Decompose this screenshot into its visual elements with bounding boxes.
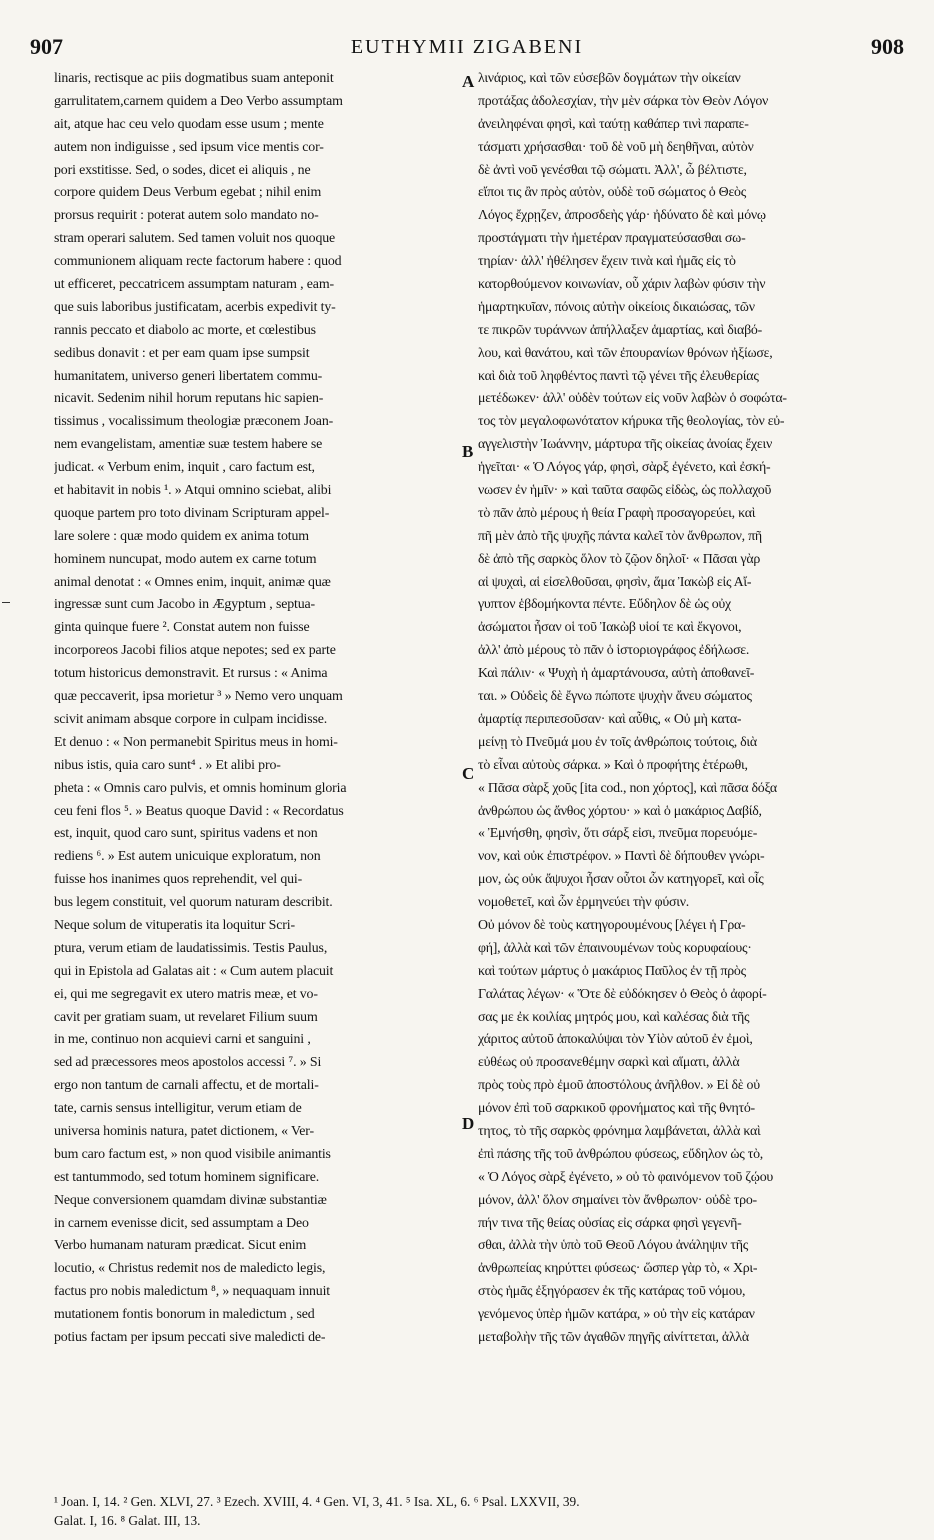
latin-text-line: bum caro factum est, » non quod visibile animantis <box>54 1146 331 1162</box>
latin-text-line: judicat. « Verbum enim, inquit , caro factum est, <box>54 460 315 476</box>
latin-text-line: ait, atque hac ceu velo quodam esse usum ; mente <box>54 116 324 132</box>
greek-text-line: ται. » Οὐδεὶς δὲ ἔγνω πώποτε ψυχὴν ἄνευ σώματος <box>478 689 752 705</box>
greek-text-line: καὶ τούτων μάρτυς ὁ μακάριος Παῦλος ἐν τῇ πρὸς <box>478 963 746 979</box>
greek-text-line: σας με ἐκ κοιλίας μητρός μου, καὶ καλέσας διὰ τῆς <box>478 1009 750 1025</box>
running-title: EUTHYMII ZIGABENI <box>350 36 584 58</box>
greek-text-line: ἀνειληφέναι φησὶ, καὶ ταύτῃ καθάπερ τινὶ παραπε- <box>478 116 749 132</box>
greek-text-line: νον, καὶ οὐκ ἐπιστρέφον. » Παντὶ δὲ δήπουθεν γνώρι- <box>478 849 765 865</box>
greek-text-line: πήν τινα τῆς θείας οὐσίας εἰς σάρκα φησὶ γεγενῆ- <box>478 1215 742 1231</box>
greek-text-line: ἁμαρτίᾳ περιπεσοῦσαν· καὶ αὖθις, « Οὐ μὴ κατα- <box>478 711 742 727</box>
greek-text-line: χάριτος αὐτοῦ ἀποκαλύψαι τὸν Υἱὸν αὐτοῦ ἐν ἐμοὶ, <box>478 1032 753 1048</box>
greek-text-line: μεταβολὴν τῆς τῶν ἀγαθῶν πηγῆς αἰνίττεται, ἀλλὰ <box>478 1329 749 1345</box>
latin-text-line: potius factam per ipsum peccati sive maledicti de- <box>54 1329 326 1345</box>
footnotes <box>54 1493 894 1530</box>
greek-text-line: δὲ ἀπὸ τῆς σαρκὸς ὅλον τὸ ζῷον δηλοῖ· « Πᾶσαι γὰρ <box>478 551 761 567</box>
greek-text-line: τητος, τὸ τῆς σαρκὸς φρόνημα λαμβάνεται, ἀλλὰ καὶ <box>478 1123 761 1139</box>
greek-text-line: τάσματι χρήσασθαι· τοῦ δὲ νοῦ μὴ δεηθῆναι, αὐτὸν <box>478 139 754 155</box>
latin-text-line: universa hominis natura, patet dictionem, « Ver- <box>54 1123 314 1139</box>
latin-text-line: mutationem fontis bonorum in maledictum , sed <box>54 1307 315 1323</box>
greek-text-line: τε πικρῶν τυράννων ἀπήλλαξεν ἁμαρτίας, καὶ διαβό- <box>478 322 762 338</box>
latin-text-line: scivit animam absque corpore in culpam incidisse. <box>54 711 328 727</box>
latin-text-line: communionem aliquam recte factorum habere : quod <box>54 254 342 270</box>
greek-text-line: ἡγεῖται· « Ὁ Λόγος γάρ, φησὶ, σὰρξ ἐγένετο, καὶ ἐσκή- <box>478 460 771 476</box>
latin-text-line: Neque solum de vituperatis ita loquitur Scri- <box>54 917 295 933</box>
latin-text-line: nem evangelistam, amentiæ suæ testem habere se <box>54 437 323 453</box>
latin-text-line: tissimus , vocalissimum theologiæ præconem Joan- <box>54 414 334 430</box>
greek-text-line: Οὐ μόνον δὲ τοὺς κατηγορουμένους [λέγει ἡ Γρα- <box>478 917 746 933</box>
section-marker-a: A <box>462 72 475 91</box>
greek-text-line: Γαλάτας λέγων· « Ὅτε δὲ εὐδόκησεν ὁ Θεὸς ὁ ἀφορί- <box>478 986 767 1002</box>
greek-text-line: μόνον ἐπὶ τοῦ σαρκικοῦ φρονήματος καὶ τῆς θνητό- <box>478 1101 755 1117</box>
latin-text-line: cavit per gratiam suam, ut revelaret Filium suum <box>54 1009 318 1025</box>
latin-text-line: hominem nuncupat, modo autem ex carne totum <box>54 551 317 567</box>
latin-text-line: ergo non tantum de carnali affectu, et de mortali- <box>54 1078 319 1094</box>
page-number-left: 907 <box>30 34 63 59</box>
greek-text-line: τηρίαν· ἀλλ' ἠθέλησεν ἔχειν τινὰ καὶ ἡμᾶς εἰς τὸ <box>478 254 736 270</box>
greek-column <box>478 68 896 1350</box>
greek-text-line: Καὶ πάλιν· « Ψυχὴ ἡ ἁμαρτάνουσα, αὐτὴ ἀποθανεῖ- <box>478 666 755 682</box>
greek-text-line: εἴποι τις ἂν πρὸς αὐτὸν, οὐδὲ τοῦ σώματος ὁ Θεὸς <box>478 185 746 201</box>
footnote-line: Galat. I, 16. ⁸ Galat. III, 13. <box>54 1512 201 1528</box>
latin-text-line: quoque partem pro toto divinam Scripturam appel- <box>54 505 330 521</box>
latin-text-line: pheta : « Omnis caro pulvis, et omnis hominum gloria <box>54 780 347 796</box>
greek-text-line: προτάξας ἀδολεσχίαν, τὴν μὲν σάρκα τὸν Θεὸν Λόγον <box>478 93 769 109</box>
latin-text-line: sed ad præcessores meos apostolos accessi ⁷. » Si <box>54 1055 322 1071</box>
section-marker-c: C <box>462 764 475 783</box>
greek-text-line: τος τὸν μεγαλοφωνότατον κήρυκα τῆς θεολογίας, τὸν εὐ- <box>478 414 785 430</box>
latin-text-line: ingressæ sunt cum Jacobo in Ægyptum , septua- <box>54 597 316 613</box>
latin-text-line: tate, carnis sensus intelligitur, verum etiam de <box>54 1101 302 1117</box>
latin-text-line: pori exstitisse. Sed, o sodes, dicet ei aliquis , ne <box>54 162 311 178</box>
greek-text-line: γυπτον ἑβδομήκοντα πέντε. Εὔδηλον δὲ ὡς οὐχ <box>478 597 731 613</box>
latin-text-line: garrulitatem,carnem quidem a Deo Verbo assumptam <box>54 93 343 109</box>
latin-text-line: nibus istis, quia caro sunt⁴ . » Et alibi pro- <box>54 757 281 773</box>
latin-text-line: animal denotat : « Omnes enim, inquit, animæ quæ <box>54 574 331 590</box>
latin-text-line: autem non indiguisse , sed ipsum vice mentis cor- <box>54 139 324 155</box>
latin-text-line: Verbo humanam naturam prædicat. Sicut enim <box>54 1238 307 1254</box>
greek-text-line: στὸς ἡμᾶς ἐξηγόρασεν ἐκ τῆς κατάρας τοῦ νόμου, <box>478 1284 746 1300</box>
greek-text-line: ἀνθρωπείας κηρύττει φύσεως· ὥσπερ γὰρ τὸ, « Χρι- <box>478 1261 758 1277</box>
margin-rule <box>2 602 10 603</box>
latin-text-line: rediens ⁶. » Est autem unicuique exploratum, non <box>54 849 321 865</box>
latin-text-line: et habitavit in nobis ¹. » Atqui omnino sciebat, alibi <box>54 483 332 499</box>
greek-text-line: ἡμαρτηκυῖαν, πόνοις αὐτὴν οἰκείοις δικαιώσας, τῶν <box>478 299 755 315</box>
latin-text-line: linaris, rectisque ac piis dogmatibus suam anteponit <box>54 71 334 86</box>
latin-text-line: factus pro nobis maledictum ⁸, » nequaquam innuit <box>54 1284 331 1300</box>
footnote-line: ¹ Joan. I, 14. ² Gen. XLVI, 27. ³ Ezech. XVIII, 4. ⁴ Gen. VI, 3, 41. ⁵ Isa. XL, 6. ⁶ Psal. LXXVII, 39. <box>54 1494 580 1509</box>
latin-text-line: Neque conversionem quamdam divinæ substantiæ <box>54 1192 327 1208</box>
greek-text-line: δὲ ἀντὶ νοῦ γενέσθαι τῷ σώματι. Ἀλλ', ὦ βέλτιστε, <box>478 162 747 178</box>
greek-text-line: σθαι, ἀλλὰ τὴν ὑπὸ τοῦ Θεοῦ Λόγου ἀνάληψιν τῆς <box>478 1238 748 1254</box>
greek-text-line: γενόμενος ὑπὲρ ἡμῶν κατάρα, » οὐ τὴν εἰς κατάραν <box>478 1307 755 1323</box>
greek-text-line: « Ἐμνήσθη, φησὶν, ὅτι σάρξ εἰσι, πνεῦμα πορευόμε- <box>478 826 758 842</box>
latin-text-line: stram operari salutem. Sed tamen voluit nos quoque <box>54 231 336 247</box>
latin-text-line: ginta quinque fuere ². Constat autem non fuisse <box>54 620 310 636</box>
latin-text-line: ceu feni flos ⁵. » Beatus quoque David : « Recordatus <box>54 803 344 819</box>
greek-text-line: ἀσώματοι ἦσαν οἱ τοῦ Ἰακὼβ υἱοί τε καὶ ἔκγονοι, <box>478 620 742 636</box>
greek-text-line: μετέδωκεν· ἀλλ' οὐδὲν τούτων εἰς νοῦν λαβὼν ὁ σοφώτα- <box>478 391 787 407</box>
latin-text-line: locutio, « Christus redemit nos de maledicto legis, <box>54 1261 326 1277</box>
latin-text-line: ut efficeret, peccatricem assumptam naturam , eam- <box>54 277 334 293</box>
greek-text-line: πρὸς τοὺς πρὸ ἐμοῦ ἀποστόλους ἀνῆλθον. » Εἰ δὲ οὐ <box>478 1078 760 1094</box>
greek-text-line: ἀνθρώπου ὡς ἄνθος χόρτου· » καὶ ὁ μακάριος Δαβίδ, <box>478 803 762 819</box>
greek-text-line: λου, καὶ θανάτου, καὶ τῶν ἐπουρανίων θρόνων ἠξίωσε, <box>478 345 773 361</box>
greek-text-line: αγγελιστὴν Ἰωάννην, μάρτυρα τῆς οἰκείας ἀνοίας ἔχειν <box>478 437 773 453</box>
greek-text-line: φή], ἀλλὰ καὶ τῶν ἐπαινουμένων τοὺς κορυφαίους· <box>478 940 752 956</box>
latin-text-line: rannis peccato et diabolo ac morte, et cœlestibus <box>54 322 316 338</box>
greek-text-line: τὸ εἶναι αὐτοὺς σάρκα. » Καὶ ὁ προφήτης ἑτέρωθι, <box>478 757 748 773</box>
running-header <box>0 24 934 64</box>
latin-text-line: corpore quidem Deus Verbum egebat ; nihil enim <box>54 185 322 201</box>
latin-text-line: nicavit. Sedenim nihil horum reputans hic sapien- <box>54 391 324 407</box>
greek-text-line: « Πᾶσα σὰρξ χοῦς [ita cod., non χόρτος], καὶ πᾶσα δόξα <box>478 780 777 796</box>
greek-text-line: προστάγματι τὴν ἡμετέραν πραγματεύσασθαι σω- <box>478 231 746 247</box>
latin-text-line: qui in Epistola ad Galatas ait : « Cum autem placuit <box>54 963 334 979</box>
greek-text-line: ἀλλ' ἀπὸ μέρους τὸ πᾶν ὁ ἱστοριογράφος ἐδήλωσε. <box>478 643 750 659</box>
greek-text-line: μείνῃ τὸ Πνεῦμά μου ἐν τοῖς ἀνθρώποις τούτοις, διὰ <box>478 734 757 750</box>
latin-text-line: lare solere : quæ modo quidem ex anima totum <box>54 528 309 544</box>
latin-text-line: in me, continuo non acquievi carni et sanguini , <box>54 1032 311 1048</box>
greek-text-line: τὸ πᾶν ἀπὸ μέρους ἡ θεία Γραφὴ προσαγορεύει, καὶ <box>478 505 756 521</box>
page-number-right: 908 <box>871 34 904 59</box>
latin-text-line: incorporeos Jacobi filios atque nepotes; sed ex parte <box>54 643 336 659</box>
greek-text-line: μον, ὡς οὐκ ἄψυχοι ἦσαν οὗτοι ὧν κατηγορεῖ, καὶ οἷς <box>478 872 764 888</box>
latin-text-line: quæ peccaverit, ipsa morietur ³ » Nemo vero unquam <box>54 689 343 705</box>
latin-text-line: bus legem constituit, vel quorum naturam describit. <box>54 895 333 911</box>
greek-text-line: αἱ ψυχαὶ, αἱ εἰσελθοῦσαι, φησὶν, ἅμα Ἰακὼβ εἰς Αἴ- <box>478 574 752 590</box>
greek-text-line: νωσεν ἐν ἡμῖν· » καὶ ταῦτα σαφῶς εἰδὼς, ὡς πολλαχοῦ <box>478 483 772 499</box>
section-marker-d: D <box>462 1114 475 1133</box>
greek-text-line: καὶ διὰ τοῦ ληφθέντος παντὶ τῷ γένει τῆς ἐλευθερίας <box>478 368 759 384</box>
greek-text-line: Λόγος ἔχρῃζεν, ἀπροσδεὴς γάρ· ἠδύνατο δὲ καὶ μόνῳ <box>478 208 766 224</box>
greek-text-line: μόνον, ἀλλ' ὅλον σημαίνει τὸν ἄνθρωπον· οὐδὲ τρο- <box>478 1192 757 1208</box>
greek-text-line: πῆ μὲν ἀπὸ τῆς ψυχῆς πάντα καλεῖ τὸν ἄνθρωπον, πῆ <box>478 528 762 544</box>
greek-text-line: κατορθούμενον κοινωνίαν, οὗ χάριν λαβὼν φύσιν τὴν <box>478 277 766 293</box>
latin-text-line: sedibus donavit : et per eam quam ipse sumpsit <box>54 345 310 361</box>
greek-text-line: εὐθέως οὐ προσανεθέμην σαρκὶ καὶ αἵματι, ἀλλὰ <box>478 1055 740 1071</box>
section-marker-b: B <box>462 442 474 461</box>
latin-text-line: est, inquit, quod caro sunt, spiritus vadens et non <box>54 826 318 842</box>
greek-text-line: « Ὁ Λόγος σὰρξ ἐγένετο, » οὐ τὸ φαινόμενον τοῦ ζῴου <box>478 1169 774 1185</box>
greek-text-line: λινάριος, καὶ τῶν εὐσεβῶν δογμάτων τὴν οἰκείαν <box>478 71 741 86</box>
latin-text-line: ei, qui me segregavit ex utero matris meæ, et vo- <box>54 986 318 1002</box>
latin-column <box>54 68 457 1350</box>
greek-text-line: νομοθετεῖ, καὶ ὧν ἑρμηνεύει τὴν φύσιν. <box>478 895 689 911</box>
latin-text-line: humanitatem, universo generi libertatem commu- <box>54 368 323 384</box>
latin-text-line: est tantummodo, sed totum hominem significare. <box>54 1169 320 1185</box>
latin-text-line: in carnem evenisse dicit, sed assumptam a Deo <box>54 1215 309 1231</box>
latin-text-line: Et denuo : « Non permanebit Spiritus meus in homi- <box>54 734 338 750</box>
greek-text-line: ἐπὶ πάσης τῆς τοῦ ἀνθρώπου φύσεως, εὔδηλον ὡς τὸ, <box>478 1146 763 1162</box>
latin-text-line: fuisse hos inanimes quos reprehendit, vel qui- <box>54 872 303 888</box>
latin-text-line: que suis laboribus justificatam, acerbis expedivit ty- <box>54 299 336 315</box>
latin-text-line: ptura, verum etiam de laudatissimis. Testis Paulus, <box>54 940 328 956</box>
latin-text-line: totum historicus demonstravit. Et rursus : « Anima <box>54 666 328 682</box>
latin-text-line: prorsus requirit : poterat autem solo mandato no- <box>54 208 319 224</box>
